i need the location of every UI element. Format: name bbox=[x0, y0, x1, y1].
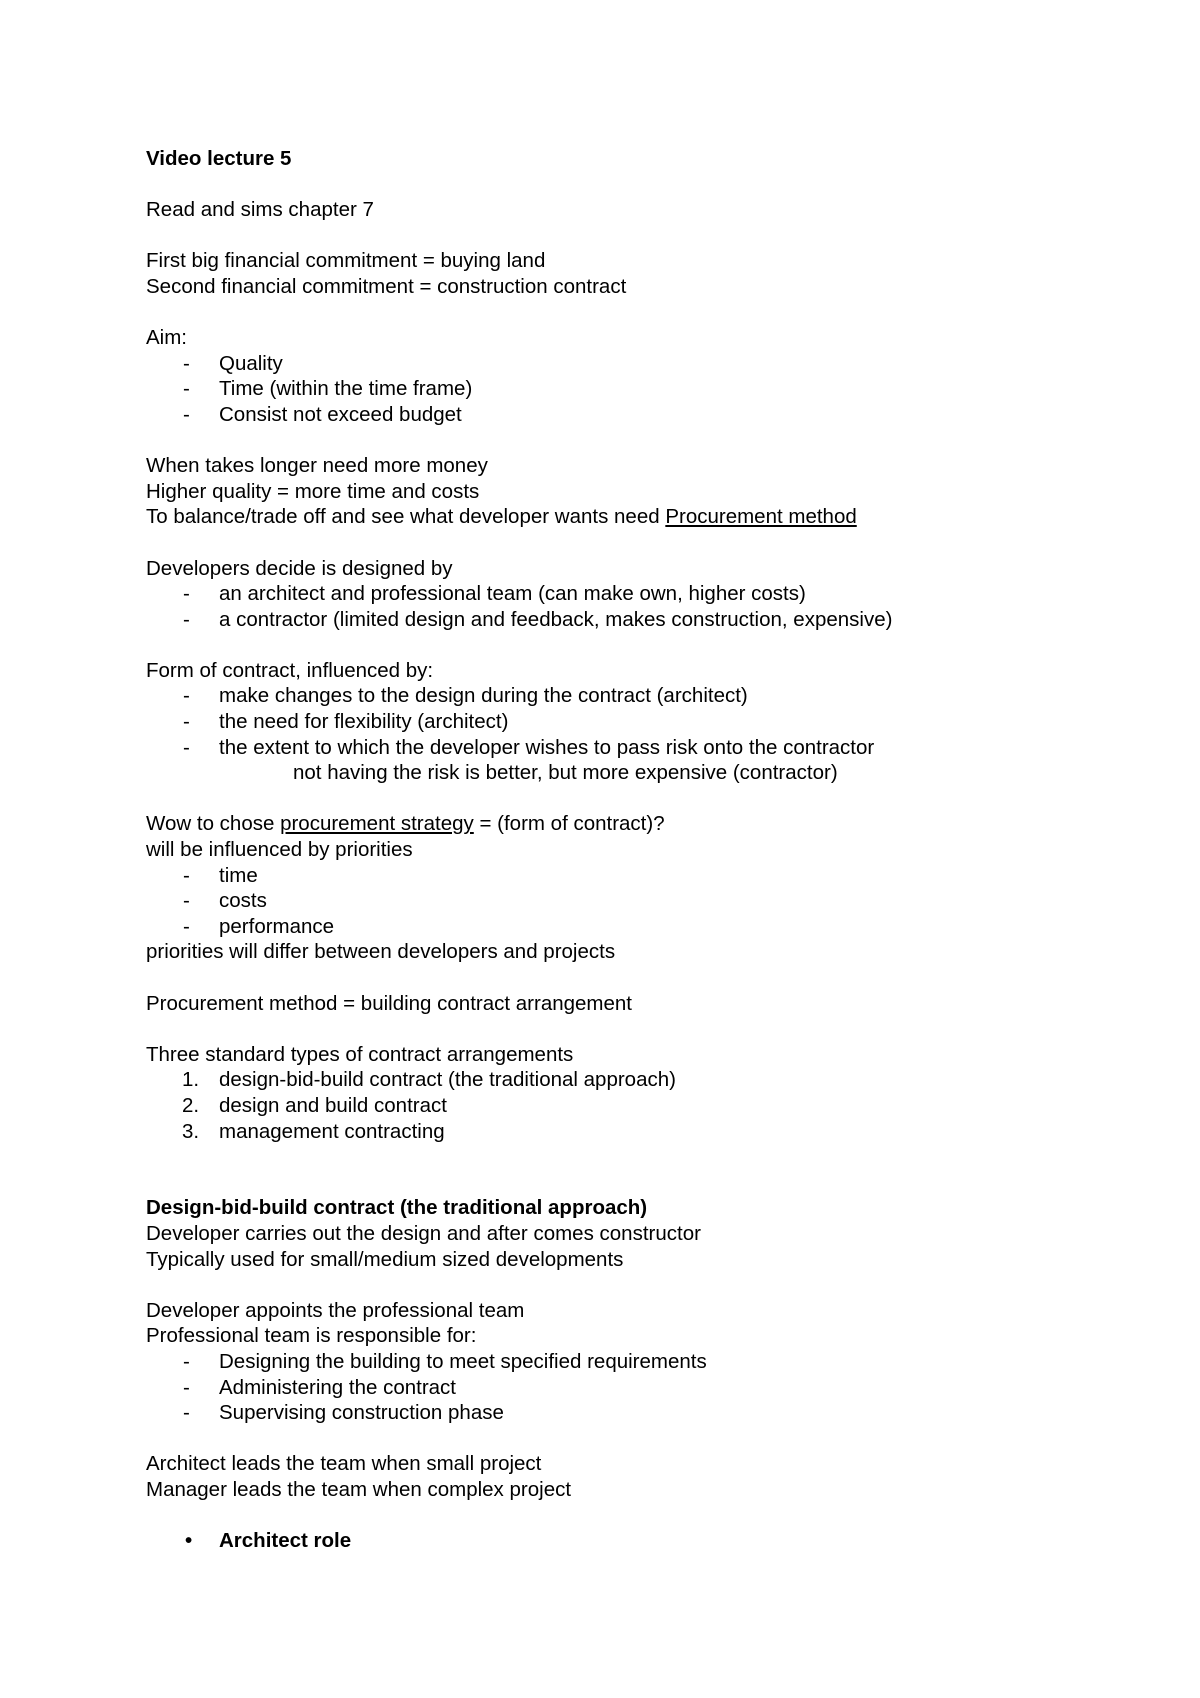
dash-marker: - bbox=[183, 607, 190, 631]
number-marker: 2. bbox=[182, 1093, 200, 1117]
list-item: - Time (within the time frame) bbox=[183, 377, 473, 401]
dash-marker: - bbox=[183, 1401, 190, 1425]
list-item: - Consist not exceed budget bbox=[183, 402, 462, 426]
list-item: - Quality bbox=[183, 351, 283, 375]
dash-marker: - bbox=[183, 1375, 190, 1399]
bullet-item: • Architect role bbox=[185, 1529, 352, 1553]
dash-marker: - bbox=[183, 735, 190, 759]
paragraph-line: Developer appoints the professional team bbox=[146, 1298, 525, 1322]
dash-marker: - bbox=[183, 1349, 190, 1373]
list-item: - a contractor (limited design and feedback, makes construction, expensive) bbox=[183, 607, 893, 631]
commitment-line: First big financial commitment = buying land bbox=[146, 249, 546, 273]
list-item: - make changes to the design during the contract (architect) bbox=[183, 684, 748, 708]
section-heading: Three standard types of contract arrangements bbox=[146, 1042, 574, 1066]
section-heading: Form of contract, influenced by: bbox=[146, 658, 434, 682]
definition-line: Procurement method = building contract arrangement bbox=[146, 991, 633, 1015]
number-marker: 1. bbox=[182, 1068, 200, 1092]
document-body bbox=[146, 146, 1146, 1554]
paragraph-line: To balance/trade off and see what developer wants need Procurement method bbox=[146, 505, 857, 529]
section-heading: Developers decide is designed by bbox=[146, 556, 453, 580]
paragraph-line: will be influenced by priorities bbox=[146, 838, 413, 862]
dash-marker: - bbox=[183, 889, 190, 913]
question-line: Wow to chose procurement strategy = (form of contract)? bbox=[146, 812, 665, 836]
dash-marker: - bbox=[183, 351, 190, 375]
list-item: - time bbox=[183, 863, 258, 887]
underlined-term: Procurement method bbox=[665, 505, 857, 529]
dash-marker: - bbox=[183, 684, 190, 708]
dash-marker: - bbox=[183, 402, 190, 426]
section-title: Design-bid-build contract (the traditional approach) bbox=[146, 1196, 648, 1220]
paragraph-line: Typically used for small/medium sized developments bbox=[146, 1247, 624, 1271]
paragraph-line: Developer carries out the design and after comes constructor bbox=[146, 1221, 701, 1245]
list-item: - Designing the building to meet specified requirements bbox=[183, 1349, 707, 1373]
underlined-term: procurement strategy bbox=[280, 812, 474, 836]
dash-marker: - bbox=[183, 710, 190, 734]
numbered-item: 3. management contracting bbox=[182, 1119, 445, 1143]
commitment-line: Second financial commitment = construction contract bbox=[146, 274, 627, 298]
paragraph-line: Higher quality = more time and costs bbox=[146, 479, 480, 503]
dash-marker: - bbox=[183, 582, 190, 606]
numbered-item: 2. design and build contract bbox=[182, 1093, 447, 1117]
dash-marker: - bbox=[183, 914, 190, 938]
paragraph-line: When takes longer need more money bbox=[146, 454, 488, 478]
paragraph-line: Professional team is responsible for: bbox=[146, 1324, 477, 1348]
list-item: - an architect and professional team (can make own, higher costs) bbox=[183, 582, 806, 606]
list-item: - the need for flexibility (architect) bbox=[183, 710, 509, 734]
number-marker: 3. bbox=[182, 1119, 200, 1143]
paragraph-line: Manager leads the team when complex project bbox=[146, 1477, 572, 1501]
indented-note: not having the risk is better, but more expensive (contractor) bbox=[293, 761, 838, 785]
numbered-item: 1. design-bid-build contract (the traditional approach) bbox=[182, 1068, 676, 1092]
paragraph-line: Architect leads the team when small project bbox=[146, 1452, 542, 1476]
aim-heading: Aim: bbox=[146, 326, 187, 350]
bullet-marker: • bbox=[185, 1529, 193, 1553]
list-item: - performance bbox=[183, 914, 335, 938]
document-title: Video lecture 5 bbox=[146, 147, 292, 170]
dash-marker: - bbox=[183, 377, 190, 401]
list-item: - the extent to which the developer wishes to pass risk onto the contractor bbox=[183, 735, 875, 759]
dash-marker: - bbox=[183, 863, 190, 887]
reading-note: Read and sims chapter 7 bbox=[146, 198, 374, 222]
list-item: - costs bbox=[183, 889, 267, 913]
list-item: - Administering the contract bbox=[183, 1375, 457, 1399]
list-item: - Supervising construction phase bbox=[183, 1401, 504, 1425]
paragraph-line: priorities will differ between developers and projects bbox=[146, 940, 616, 964]
